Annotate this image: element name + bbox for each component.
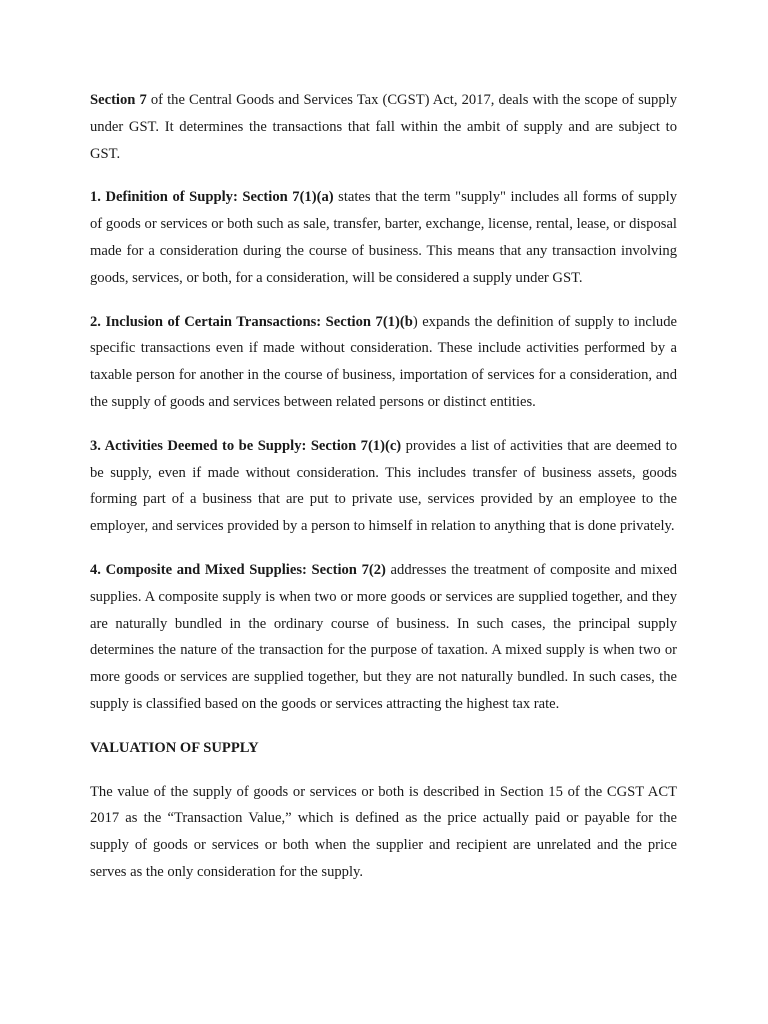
item-lead-2: 2. Inclusion of Certain Transactions: Section 7(1)(b — [90, 313, 413, 330]
item-lead-1: 1. Definition of Supply: Section 7(1)(a) — [90, 189, 334, 206]
item-text-2: ) expands the definition of supply to include specific transactions even if made without consideration. These include activities performed by a taxable person for another in the course of business, importation of services for a consideration, and the supply of goods and services between related persons or distinct entities. — [90, 313, 677, 410]
intro-text: of the Central Goods and Services Tax (CGST) Act, 2017, deals with the scope of supply under GST. It determines the transactions that fall within the ambit of supply and are subject to GST. — [90, 92, 677, 162]
item-paragraph-1 — [90, 184, 677, 291]
item-paragraph-2 — [90, 309, 677, 416]
item-lead-3: 3. Activities Deemed to be Supply: Section 7(1)(c) — [90, 437, 402, 454]
item-text-3: provides a list of activities that are deemed to be supply, even if made without consideration. This includes transfer of business assets, goods forming part of a business that are put to private use, services provided by an employee to the employer, and services provided by a person to himself in relation to anything that is done privately. — [90, 437, 677, 535]
valuation-paragraph: The value of the supply of goods or services or both is described in Section 15 of the CGST ACT 2017 as the “Transaction Value,” which is defined as the price actually paid or payable for the supply of goods or services or both when the supplier and recipient are unrelated and the price serves as the only consideration for the supply. — [90, 783, 677, 880]
item-paragraph-3 — [90, 433, 677, 540]
intro-paragraph — [90, 87, 677, 167]
document-page — [90, 87, 677, 886]
valuation-heading: VALUATION OF SUPPLY — [90, 739, 259, 756]
item-text-4: addresses the treatment of composite and mixed supplies. A composite supply is when two or more goods or services are supplied together, and they are naturally bundled in the ordinary course of business. In such cases, the principal supply determines the nature of the transaction for the purpose of taxation. A mixed supply is when two or more goods or services are supplied together, but they are not naturally bundled. In such cases, the supply is classified based on the goods or services attracting the highest tax rate. — [90, 561, 677, 712]
intro-lead: Section 7 — [90, 92, 147, 108]
item-text-1: states that the term "supply" includes all forms of supply of goods or services or both such as sale, transfer, barter, exchange, license, rental, lease, or disposal made for a consideration during the course of business. This means that any transaction involving goods, services, or both, for a consideration, will be considered a supply under GST. — [90, 189, 677, 286]
item-lead-4: 4. Composite and Mixed Supplies: Section 7(2) — [90, 561, 386, 578]
item-paragraph-4 — [90, 557, 677, 718]
